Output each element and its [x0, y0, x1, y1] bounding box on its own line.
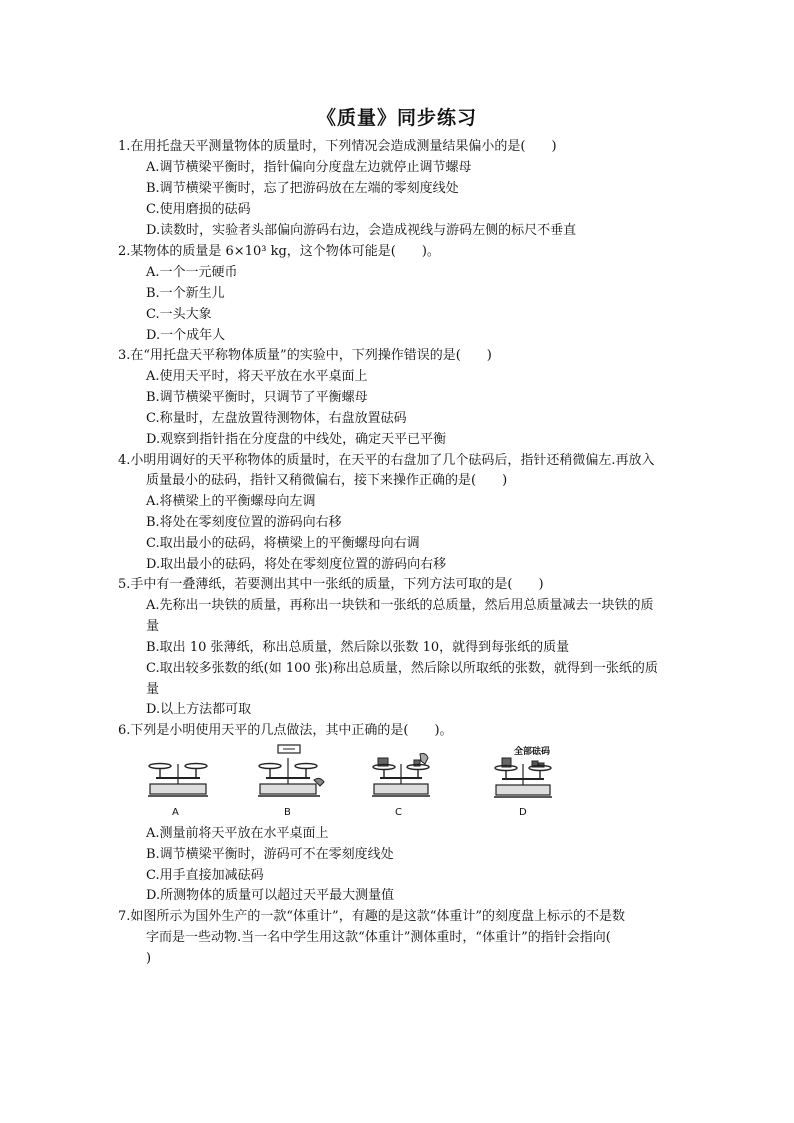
- figure-label-a: A: [172, 807, 179, 818]
- page-title: 《质量》同步练习: [316, 107, 477, 129]
- question-1-option-d: D.读数时，实验者头部偏向游码右边，会造成视线与游码左侧的标尺不垂直: [146, 223, 577, 238]
- question-5-option-a-line-1: A.先称出一块铁的质量，再称出一块铁和一张纸的总质量，然后用总质量减去一块铁的质: [146, 598, 654, 613]
- question-6-stem: 6.下列是小明使用天平的几点做法，其中正确的是( )。: [118, 723, 453, 738]
- question-4-option-b: B.将处在零刻度位置的游码向右移: [146, 515, 342, 530]
- figure-label-b: B: [284, 807, 291, 818]
- question-2-option-a: A.一个一元硬币: [146, 265, 238, 280]
- question-4-option-c: C.取出最小的砝码，将横梁上的平衡螺母向右调: [146, 536, 420, 551]
- figure-caption-all-weights: 全部砝码: [514, 747, 551, 757]
- question-1-option-b: B.调节横梁平衡时，忘了把游码放在左端的零刻度线处: [146, 181, 459, 196]
- question-2-option-d: D.一个成年人: [146, 328, 226, 343]
- question-5-option-a-line-2: 量: [146, 619, 160, 634]
- balance-c-illustration: [370, 750, 436, 804]
- question-6-option-c: C.用手直接加减砝码: [146, 868, 264, 883]
- question-1-stem: 1.在用托盘天平测量物体的质量时，下列情况会造成测量结果偏小的是( ): [118, 139, 557, 154]
- question-3-stem: 3.在“用托盘天平称物体质量”的实验中，下列操作错误的是( ): [118, 348, 492, 363]
- question-5-option-b: B.取出 10 张薄纸，称出总质量，然后除以张数 10，就得到每张纸的质量: [146, 640, 570, 655]
- question-7-stem-line-2: 字而是一些动物.当一名中学生用这款“体重计”测体重时，“体重计”的指针会指向(: [146, 930, 611, 945]
- question-2-option-c: C.一头大象: [146, 307, 212, 322]
- question-6-option-b: B.调节横梁平衡时，游码可不在零刻度线处: [146, 847, 394, 862]
- question-5-option-c-line-1: C.取出较多张数的纸(如 100 张)称出总质量，然后除以所取纸的张数，就得到一张纸的质: [146, 661, 658, 676]
- question-1-option-c: C.使用磨损的砝码: [146, 202, 251, 217]
- question-6-option-d: D.所测物体的质量可以超过天平最大测量值: [146, 888, 395, 903]
- question-1-option-a: A.调节横梁平衡时，指针偏向分度盘左边就停止调节螺母: [146, 160, 472, 175]
- balance-illustrations: [140, 744, 580, 822]
- balance-b-illustration: [256, 744, 326, 806]
- question-5-option-d: D.以上方法都可取: [146, 702, 252, 717]
- question-3-option-d: D.观察到指针指在分度盘的中线处，确定天平已平衡: [146, 432, 447, 447]
- question-3-option-b: B.调节横梁平衡时，只调节了平衡螺母: [146, 390, 368, 405]
- figure-label-c: C: [395, 807, 402, 818]
- balance-a-illustration: [146, 754, 210, 804]
- question-5-option-c-line-2: 量: [146, 682, 160, 697]
- question-2-option-b: B.一个新生儿: [146, 286, 225, 301]
- question-4-option-a: A.将横梁上的平衡螺母向左调: [146, 494, 316, 509]
- balance-d-illustration: [492, 754, 558, 804]
- question-4-option-d: D.取出最小的砝码，将处在零刻度位置的游码向右移: [146, 557, 447, 572]
- question-2-stem: 2.某物体的质量是 6×10³ kg，这个物体可能是( )。: [118, 244, 440, 259]
- figure-label-d: D: [519, 807, 527, 818]
- question-4-stem-line-2: 质量最小的砝码，指针又稍微偏右，接下来操作正确的是( ): [146, 473, 508, 488]
- question-6-option-a: A.测量前将天平放在水平桌面上: [146, 826, 329, 841]
- question-3-option-a: A.使用天平时，将天平放在水平桌面上: [146, 369, 368, 384]
- question-4-stem-line-1: 4.小明用调好的天平称物体的质量时，在天平的右盘加了几个砝码后，指针还稍微偏左.再放入: [118, 453, 655, 468]
- question-7-stem-line-1: 7.如图所示为国外生产的一款“体重计”，有趣的是这款“体重计”的刻度盘上标示的不是数: [118, 909, 625, 924]
- question-7-stem-line-3: ): [146, 951, 152, 966]
- question-3-option-c: C.称量时，左盘放置待测物体，右盘放置砝码: [146, 411, 407, 426]
- question-5-stem: 5.手中有一叠薄纸，若要测出其中一张纸的质量，下列方法可取的是( ): [118, 577, 544, 592]
